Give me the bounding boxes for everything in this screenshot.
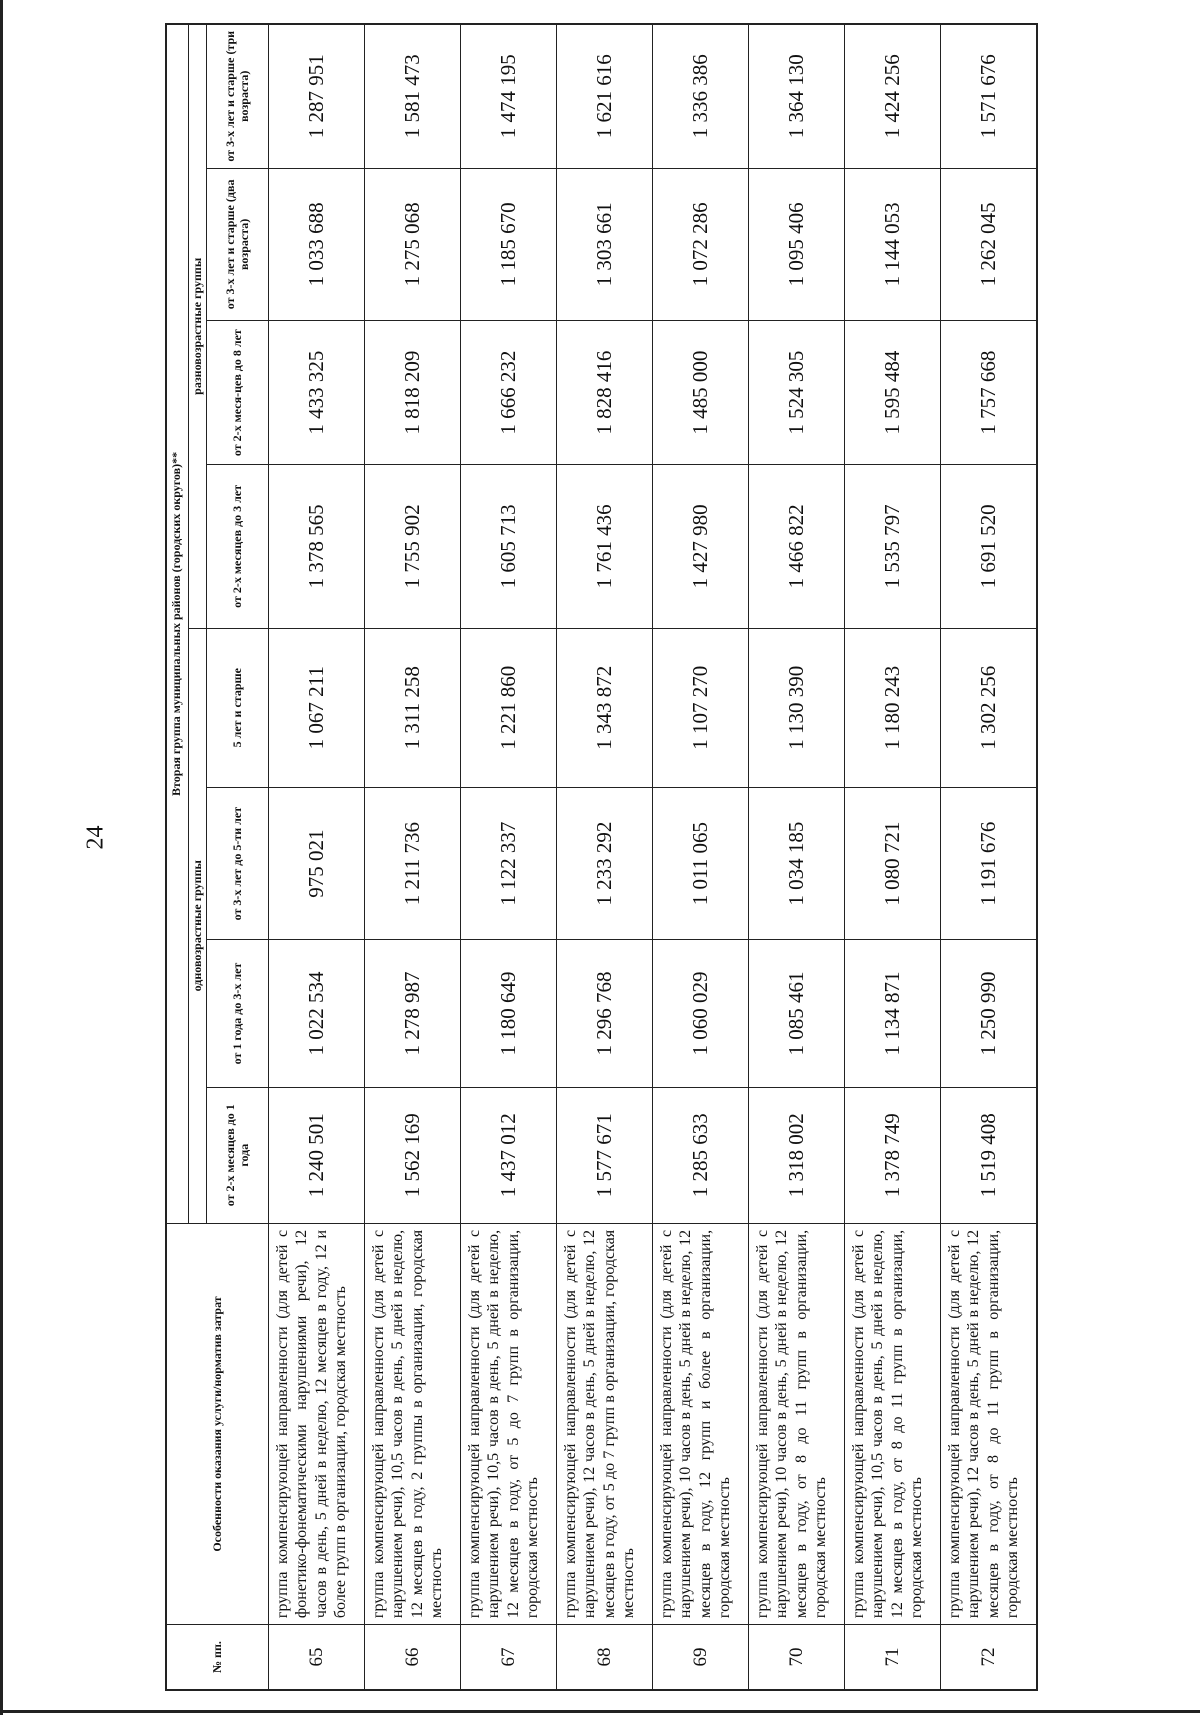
- row-value: 1 095 406: [749, 168, 845, 321]
- row-value: 1 828 416: [557, 321, 653, 465]
- row-number: 69: [653, 1625, 749, 1690]
- row-value: 1 474 195: [461, 24, 557, 168]
- row-value: 1 318 002: [749, 1087, 845, 1223]
- row-value: 1 134 871: [845, 940, 941, 1087]
- row-description: группа компенсирующей направленности (для детей с нарушением речи), 12 часов в день, 5 дней в неделю, 12 месяцев в году, от 8 до 11 групп в организации, городская местность: [941, 1223, 1037, 1624]
- scan-edge-left: [0, 0, 3, 1715]
- row-description: группа компенсирующей направленности (для детей с фонетико-фонематическими нарушениями речи), 12 часов в день, 5 дней в неделю, 12 месяцев в году, 12 и более групп в организации, городская местность: [269, 1223, 365, 1624]
- row-description: группа компенсирующей направленности (для детей с нарушением речи), 12 часов в день, 5 дней в неделю, 12 месяцев в году, от 5 до 7 групп в организации, городская местность: [557, 1223, 653, 1624]
- header-age-column: от 3-х лет и старше (три возраста): [207, 24, 269, 168]
- row-value: 1 107 270: [653, 628, 749, 787]
- row-value: 1 519 408: [941, 1087, 1037, 1223]
- row-value: 1 378 565: [269, 465, 365, 629]
- row-value: 1 022 534: [269, 940, 365, 1087]
- row-value: 1 262 045: [941, 168, 1037, 321]
- row-value: 1 535 797: [845, 465, 941, 629]
- row-value: 1 755 902: [365, 465, 461, 629]
- row-value: 1 080 721: [845, 787, 941, 940]
- table-row: [269, 24, 365, 1690]
- row-value: 1 296 768: [557, 940, 653, 1087]
- row-value: 1 303 661: [557, 168, 653, 321]
- row-value: 1 378 749: [845, 1087, 941, 1223]
- cost-norms-table-container: [165, 23, 1035, 1691]
- header-age-column: от 3-х лет до 5-ти лет: [207, 787, 269, 940]
- header-description: Особенности оказания услуги/норматив затрат: [166, 1223, 269, 1624]
- row-value: 1 180 243: [845, 628, 941, 787]
- row-number: 70: [749, 1625, 845, 1690]
- row-value: 1 034 185: [749, 787, 845, 940]
- header-age-column: 5 лет и старше: [207, 628, 269, 787]
- row-value: 1 144 053: [845, 168, 941, 321]
- row-value: 1 302 256: [941, 628, 1037, 787]
- row-value: 1 033 688: [269, 168, 365, 321]
- cost-norms-table: [165, 23, 1038, 1691]
- row-value: 1 275 068: [365, 168, 461, 321]
- row-description: группа компенсирующей направленности (для детей с нарушением речи), 10,5 часов в день, 5 дней в неделю, 12 месяцев в году, от 5 до 7 групп в организации, городская местность: [461, 1223, 557, 1624]
- row-number: 71: [845, 1625, 941, 1690]
- row-value: 1 761 436: [557, 465, 653, 629]
- row-value: 1 433 325: [269, 321, 365, 465]
- table-row: [365, 24, 461, 1690]
- row-value: 1 691 520: [941, 465, 1037, 629]
- row-value: 1 485 000: [653, 321, 749, 465]
- row-value: 1 571 676: [941, 24, 1037, 168]
- row-value: 1 221 860: [461, 628, 557, 787]
- row-description: группа компенсирующей направленности (для детей с нарушением речи), 10,5 часов в день, 5 дней в неделю, 12 месяцев в году, 2 группы в организации, городская местность: [365, 1223, 461, 1624]
- header-age-column: от 2-х месяцев до 1 года: [207, 1087, 269, 1223]
- row-description: группа компенсирующей направленности (для детей с нарушением речи), 10 часов в день, 5 дней в неделю, 12 месяцев в году, 12 групп и более в организации, городская местность: [653, 1223, 749, 1624]
- header-age-column: от 1 года до 3-х лет: [207, 940, 269, 1087]
- row-value: 1 285 633: [653, 1087, 749, 1223]
- row-value: 1 211 736: [365, 787, 461, 940]
- row-value: 1 605 713: [461, 465, 557, 629]
- row-value: 1 343 872: [557, 628, 653, 787]
- header-mixed-age-groups: разновозрастные группы: [188, 24, 207, 628]
- row-value: 975 021: [269, 787, 365, 940]
- table-row: [941, 24, 1037, 1690]
- row-value: 1 185 670: [461, 168, 557, 321]
- table-body: [269, 24, 1037, 1690]
- row-description: группа компенсирующей направленности (для детей с нарушением речи), 10 часов в день, 5 дней в неделю, 12 месяцев в году, от 8 до 11 групп в организации, городская местность: [749, 1223, 845, 1624]
- row-value: 1 336 386: [653, 24, 749, 168]
- row-value: 1 233 292: [557, 787, 653, 940]
- row-value: 1 424 256: [845, 24, 941, 168]
- row-value: 1 060 029: [653, 940, 749, 1087]
- table-header: [166, 24, 269, 1690]
- row-value: 1 437 012: [461, 1087, 557, 1223]
- row-value: 1 250 990: [941, 940, 1037, 1087]
- row-value: 1 122 337: [461, 787, 557, 940]
- table-row: [557, 24, 653, 1690]
- header-age-column: от 2-х меся-цев до 8 лет: [207, 321, 269, 465]
- row-value: 1 581 473: [365, 24, 461, 168]
- scan-edge-bottom: [0, 1710, 1200, 1713]
- table-row: [461, 24, 557, 1690]
- row-value: 1 466 822: [749, 465, 845, 629]
- row-value: 1 595 484: [845, 321, 941, 465]
- row-value: 1 524 305: [749, 321, 845, 465]
- row-value: 1 180 649: [461, 940, 557, 1087]
- row-value: 1 072 286: [653, 168, 749, 321]
- header-age-column: от 2-х месяцев до 3 лет: [207, 465, 269, 629]
- row-value: 1 240 501: [269, 1087, 365, 1223]
- row-value: 1 666 232: [461, 321, 557, 465]
- header-same-age-groups: одновозрастные группы: [188, 628, 207, 1223]
- header-region-group: Вторая группа муниципальных районов (городских округов)**: [166, 24, 188, 1223]
- row-description: группа компенсирующей направленности (для детей с нарушением речи), 10,5 часов в день, 5 дней в неделю, 12 месяцев в году, от 8 до 11 групп в организации, городская местность: [845, 1223, 941, 1624]
- table-row: [845, 24, 941, 1690]
- row-value: 1 757 668: [941, 321, 1037, 465]
- row-value: 1 287 951: [269, 24, 365, 168]
- row-value: 1 427 980: [653, 465, 749, 629]
- row-value: 1 577 671: [557, 1087, 653, 1223]
- header-num: № пп.: [166, 1625, 269, 1690]
- row-value: 1 562 169: [365, 1087, 461, 1223]
- row-value: 1 011 065: [653, 787, 749, 940]
- row-number: 66: [365, 1625, 461, 1690]
- row-value: 1 818 209: [365, 321, 461, 465]
- row-value: 1 278 987: [365, 940, 461, 1087]
- page-number: 24: [82, 825, 109, 850]
- row-number: 67: [461, 1625, 557, 1690]
- row-value: 1 311 258: [365, 628, 461, 787]
- row-value: 1 364 130: [749, 24, 845, 168]
- row-number: 68: [557, 1625, 653, 1690]
- table-row: [653, 24, 749, 1690]
- header-age-column: от 3-х лет и старше (два возраста): [207, 168, 269, 321]
- row-number: 72: [941, 1625, 1037, 1690]
- row-value: 1 191 676: [941, 787, 1037, 940]
- row-value: 1 130 390: [749, 628, 845, 787]
- row-number: 65: [269, 1625, 365, 1690]
- table-row: [749, 24, 845, 1690]
- row-value: 1 085 461: [749, 940, 845, 1087]
- row-value: 1 067 211: [269, 628, 365, 787]
- row-value: 1 621 616: [557, 24, 653, 168]
